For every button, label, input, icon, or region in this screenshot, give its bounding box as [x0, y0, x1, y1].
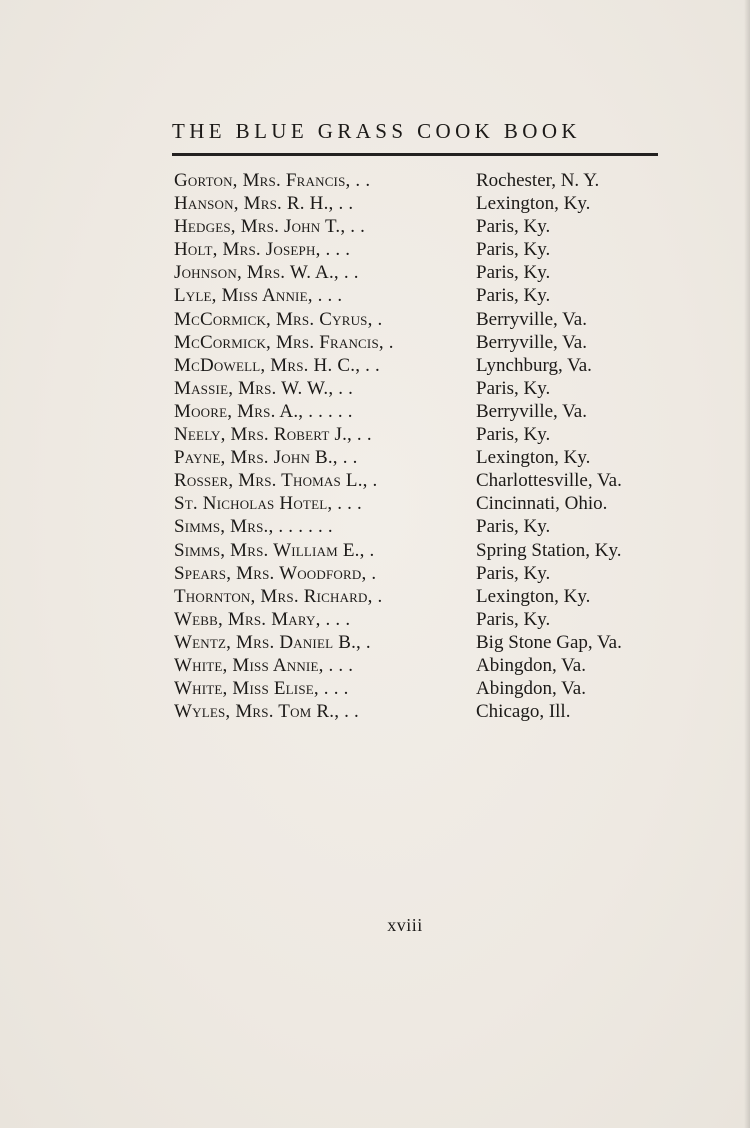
contributor-place: Berryville, Va. — [476, 400, 587, 422]
list-item — [174, 631, 664, 654]
contributor-name: Thornton, Mrs. Richard, . — [174, 585, 383, 607]
contributor-name: Massie, Mrs. W. W., . . — [174, 377, 354, 399]
list-item — [174, 169, 664, 192]
list-item — [174, 331, 664, 354]
list-item — [174, 562, 664, 585]
contributor-name: Neely, Mrs. Robert J., . . — [174, 424, 372, 446]
page-number: xviii — [387, 915, 423, 935]
contributor-place: Lexington, Ky. — [476, 193, 591, 215]
contributor-place: Paris, Ky. — [476, 262, 551, 284]
contributor-place: Big Stone Gap, Va. — [476, 631, 622, 653]
list-item — [174, 492, 664, 515]
contributor-name: Johnson, Mrs. W. A., . . — [174, 262, 359, 284]
contributor-place: Paris, Ky. — [476, 216, 551, 238]
list-item — [174, 446, 664, 469]
contributor-name: Simms, Mrs. William E., . — [174, 539, 375, 561]
running-head: THE BLUE GRASS COOK BOOK — [172, 119, 581, 143]
list-item — [174, 284, 664, 307]
list-item — [174, 654, 664, 677]
list-item — [174, 608, 664, 631]
contributor-name: Hedges, Mrs. John T., . . — [174, 216, 366, 238]
contributor-name: White, Miss Elise, . . . — [174, 678, 349, 700]
contributor-place: Lynchburg, Va. — [476, 354, 592, 376]
page-edge-shadow — [744, 0, 750, 1128]
list-item — [174, 585, 664, 608]
contributor-name: Spears, Mrs. Woodford, . — [174, 562, 377, 584]
contributor-place: Spring Station, Ky. — [476, 539, 622, 561]
contributor-name: Wyles, Mrs. Tom R., . . — [174, 701, 359, 723]
contributor-name: Webb, Mrs. Mary, . . . — [174, 608, 351, 630]
contributor-place: Cincinnati, Ohio. — [476, 493, 608, 515]
list-item — [174, 677, 664, 700]
contributor-place: Charlottesville, Va. — [476, 470, 622, 492]
contributor-place: Lexington, Ky. — [476, 585, 591, 607]
contributor-name: Simms, Mrs., . . . . . . — [174, 516, 333, 538]
contributor-place: Paris, Ky. — [476, 424, 551, 446]
contributor-name: Wentz, Mrs. Daniel B., . — [174, 631, 371, 653]
contributor-name: Gorton, Mrs. Francis, . . — [174, 170, 371, 191]
contributor-name: Lyle, Miss Annie, . . . — [174, 285, 343, 307]
contributor-place: Paris, Ky. — [476, 562, 551, 584]
contributor-place: Paris, Ky. — [476, 608, 551, 630]
contributor-name: St. Nicholas Hotel, . . . — [174, 493, 362, 515]
contributor-place: Lexington, Ky. — [476, 447, 591, 469]
contributor-place: Berryville, Va. — [476, 331, 587, 353]
list-item — [174, 700, 664, 723]
contributor-name: McCormick, Mrs. Cyrus, . — [174, 308, 383, 330]
contributor-list — [174, 169, 664, 723]
list-item — [174, 469, 664, 492]
contributor-place: Paris, Ky. — [476, 516, 551, 538]
list-item — [174, 308, 664, 331]
contributor-place: Paris, Ky. — [476, 239, 551, 261]
list-item — [174, 238, 664, 261]
contributor-place: Berryville, Va. — [476, 308, 587, 330]
list-item — [174, 539, 664, 562]
contributor-name: Rosser, Mrs. Thomas L., . — [174, 470, 378, 492]
list-item — [174, 215, 664, 238]
contributor-place: Chicago, Ill. — [476, 701, 571, 723]
list-item — [174, 261, 664, 284]
contributor-name: Hanson, Mrs. R. H., . . — [174, 193, 354, 215]
contributor-name: McDowell, Mrs. H. C., . . — [174, 354, 380, 376]
contributor-name: Payne, Mrs. John B., . . — [174, 447, 358, 469]
list-item — [174, 192, 664, 215]
list-item — [174, 423, 664, 446]
contributor-name: Moore, Mrs. A., . . . . . — [174, 400, 353, 422]
list-item — [174, 515, 664, 538]
contributor-place: Abingdon, Va. — [476, 654, 586, 676]
list-item — [174, 400, 664, 423]
contributor-name: McCormick, Mrs. Francis, . — [174, 331, 394, 353]
contributor-place: Paris, Ky. — [476, 377, 551, 399]
list-item — [174, 354, 664, 377]
header-rule — [172, 153, 658, 156]
contributor-name: Holt, Mrs. Joseph, . . . — [174, 239, 351, 261]
contributor-place: Rochester, N. Y. — [476, 170, 600, 191]
contributor-place: Abingdon, Va. — [476, 678, 586, 700]
contributor-name: White, Miss Annie, . . . — [174, 654, 354, 676]
contributor-place: Paris, Ky. — [476, 285, 551, 307]
list-item — [174, 377, 664, 400]
